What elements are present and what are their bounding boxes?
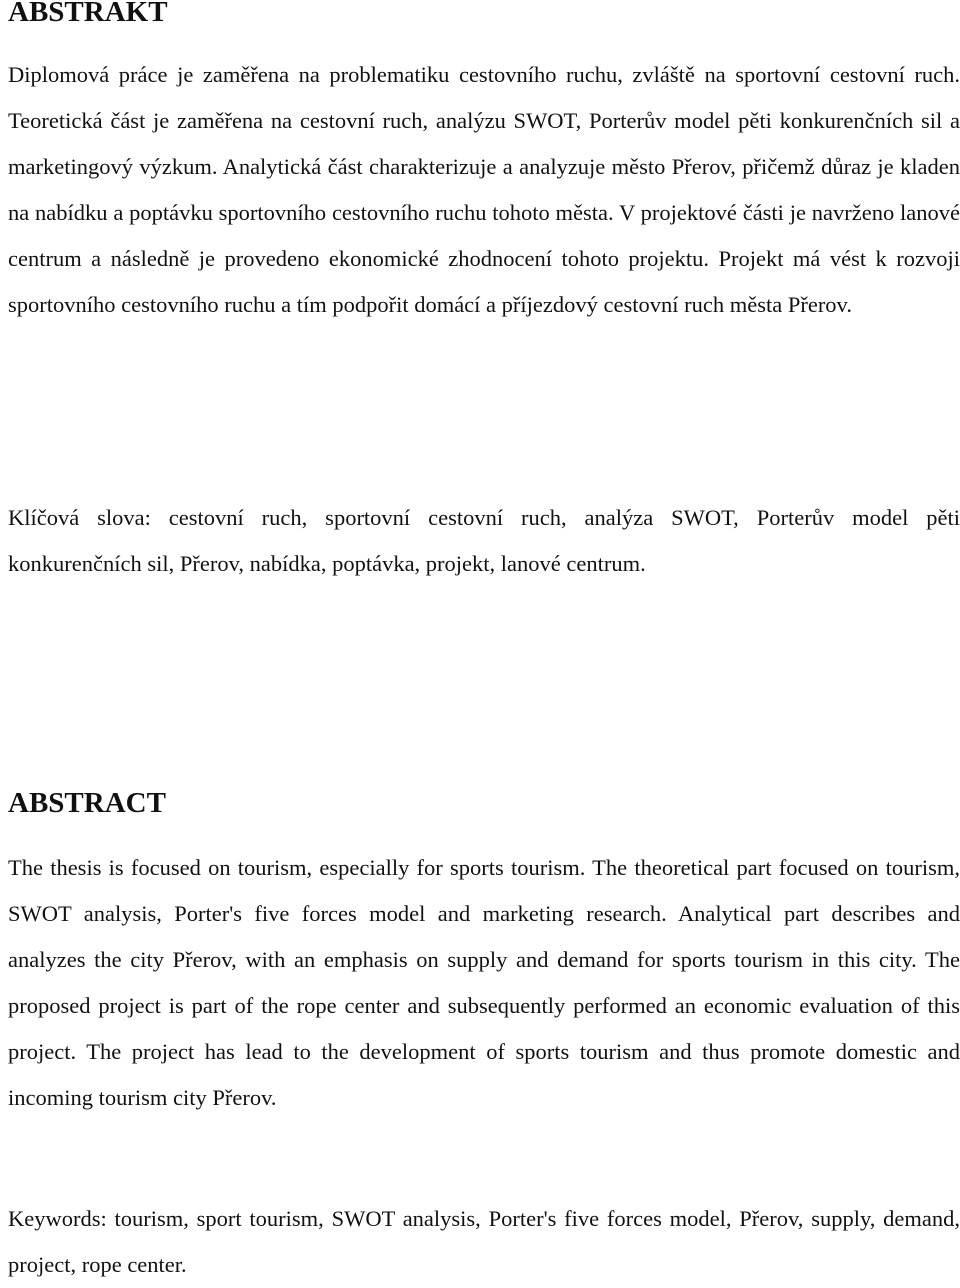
abstrakt-body: Diplomová práce je zaměřena na problematiku cestovního ruchu, zvláště na sportovní cestovní ruch. Teoretická část je zaměřena na cestovní ruch, analýzu SWOT, Porterův model pěti konkurenčních sil a marketingový výzkum. Analytická část charakterizuje a analyzuje město Přerov, přičemž důraz je kladen na nabídku a poptávku sportovního cestovního ruchu tohoto města. V projektové části je navrženo lanové centrum a následně je provedeno ekonomické zhodnocení tohoto projektu. Projekt má vést k rozvoji sportovního cestovního ruchu a tím podpořit domácí a příjezdový cestovní ruch města Přerov. <box>8 62 960 317</box>
abstract-body: The thesis is focused on tourism, especially for sports tourism. The theoretical part focused on tourism, SWOT analysis, Porter's five forces model and marketing research. Analytical part describes and analyzes the city Přerov, with an emphasis on supply and demand for sports tourism in this city. The proposed project is part of the rope center and subsequently performed an economic evaluation of this project. The project has lead to the development of sports tourism and thus promote domestic and incoming tourism city Přerov. <box>8 855 960 1110</box>
heading-abstrakt: ABSTRAKT <box>8 0 168 28</box>
keywords: Keywords: tourism, sport tourism, SWOT analysis, Porter's five forces model, Přerov, supply, demand, project, rope center. <box>8 1206 960 1277</box>
heading-abstract: ABSTRACT <box>8 787 166 819</box>
klicova-slova: Klíčová slova: cestovní ruch, sportovní cestovní ruch, analýza SWOT, Porterův model pěti konkurenčních sil, Přerov, nabídka, poptávka, projekt, lanové centrum. <box>8 505 960 576</box>
